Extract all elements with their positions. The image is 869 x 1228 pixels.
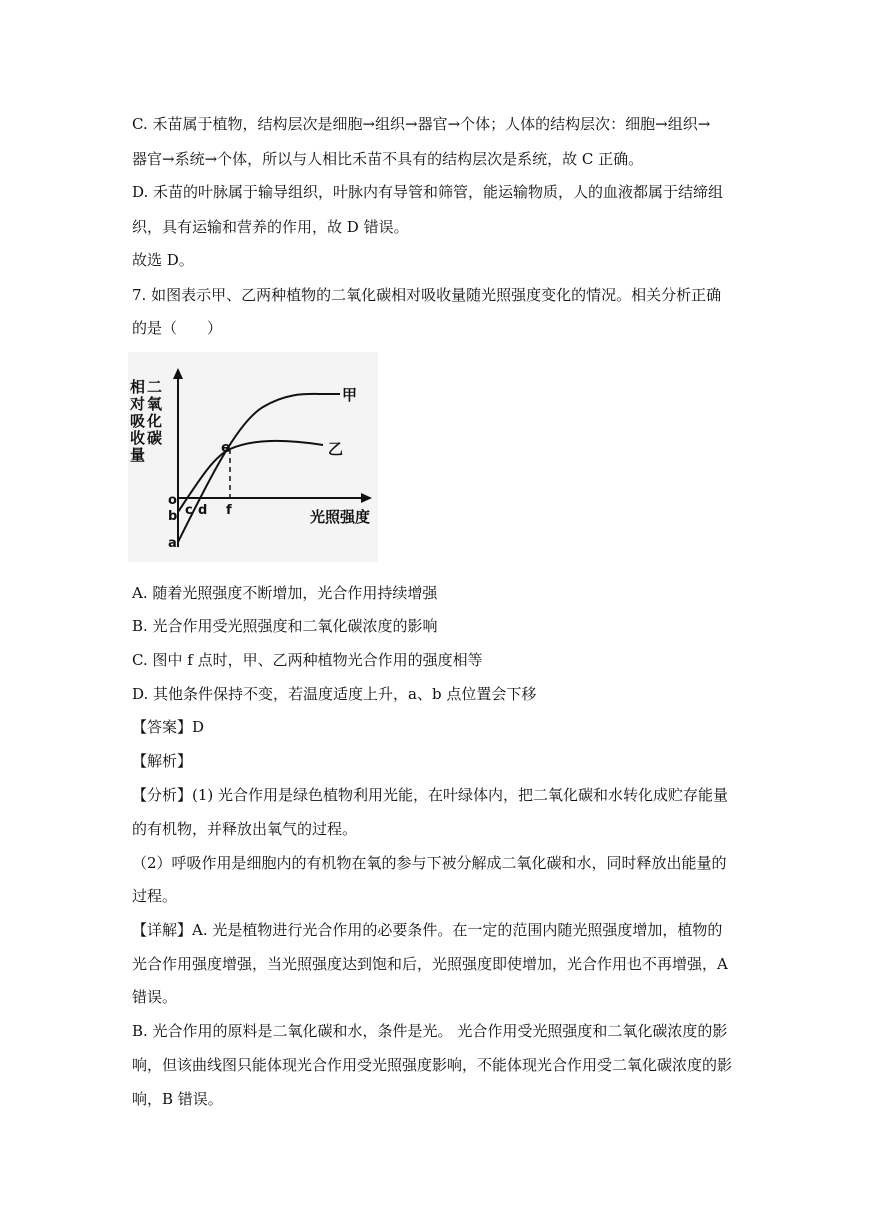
option-c: C. 图中 f 点时，甲、乙两种植物光合作用的强度相等: [132, 651, 483, 669]
text-line: C. 禾苗属于植物，结构层次是细胞→组织→器官→个体；人体的结构层次：细胞→组织→: [132, 115, 711, 133]
co2-absorption-figure: [128, 352, 378, 562]
text-line: B. 光合作用的原料是二氧化碳和水，条件是光。 光合作用受光照强度和二氧化碳浓度的影: [132, 1022, 728, 1040]
y-label-char: 二: [147, 378, 163, 396]
point-label-e: e: [221, 440, 231, 456]
text-line: 错误。: [132, 988, 178, 1006]
y-label-char: 量: [130, 446, 146, 464]
point-label-a: a: [168, 536, 177, 551]
point-label-o: o: [168, 493, 177, 508]
text-line: D. 禾苗的叶脉属于输导组织，叶脉内有导管和筛管，能运输物质，人的血液都属于结缔组: [132, 183, 724, 201]
text-line: 故选 D。: [132, 251, 194, 269]
question-7-stem: 7. 如图表示甲、乙两种植物的二氧化碳相对吸收量随光照强度变化的情况。相关分析正确: [132, 286, 722, 304]
option-a: A. 随着光照强度不断增加，光合作用持续增强: [132, 584, 438, 602]
text-line: 的有机物，并释放出氧气的过程。: [132, 820, 358, 838]
x-axis-label: 光照强度: [310, 508, 371, 526]
point-label-d: d: [198, 503, 208, 518]
y-label-char: 氧: [147, 395, 163, 413]
text-line: 响，但该曲线图只能体现光合作用受光照强度影响，不能体现光合作用受二氧化碳浓度的影: [132, 1056, 733, 1074]
question-7-stem: 的是（ ）: [132, 319, 223, 337]
text-line: 器官→系统→个体，所以与人相比禾苗不具有的结构层次是系统，故 C 正确。: [132, 150, 644, 168]
y-label-char: 碳: [147, 429, 163, 447]
y-label-char: 收: [130, 429, 146, 447]
analysis-heading: 【解析】: [132, 752, 193, 770]
text-line: （2）呼吸作用是细胞内的有机物在氧的参与下被分解成二氧化碳和水，同时释放出能量的: [132, 854, 727, 872]
curve-label-yi: 乙: [328, 440, 344, 458]
y-label-char: 化: [147, 412, 163, 430]
point-label-f: f: [226, 503, 232, 518]
point-label-b: b: [168, 509, 178, 524]
y-label-char: 吸: [130, 412, 146, 430]
y-label-char: 对: [130, 395, 146, 413]
text-line: 【详解】A. 光是植物进行光合作用的必要条件。在一定的范围内随光照强度增加，植物的: [132, 921, 723, 939]
curve-label-jia: 甲: [342, 386, 358, 404]
text-line: 光合作用强度增强，当光照强度达到饱和后，光照强度即使增加，光合作用也不再增强，A: [132, 955, 728, 973]
text-line: 过程。: [132, 887, 178, 905]
figure-svg: [128, 352, 378, 562]
text-line: 【分析】(1) 光合作用是绿色植物利用光能，在叶绿体内，把二氧化碳和水转化成贮存能量: [132, 786, 729, 804]
option-b: B. 光合作用受光照强度和二氧化碳浓度的影响: [132, 617, 438, 635]
point-label-c: c: [185, 503, 193, 518]
text-line: 织，具有运输和营养的作用，故 D 错误。: [132, 218, 409, 236]
option-d: D. 其他条件保持不变，若温度适度上升，a、b 点位置会下移: [132, 685, 537, 703]
answer-line: 【答案】D: [132, 718, 205, 736]
y-label-char: 相: [130, 378, 146, 396]
text-line: 响，B 错误。: [132, 1090, 223, 1108]
